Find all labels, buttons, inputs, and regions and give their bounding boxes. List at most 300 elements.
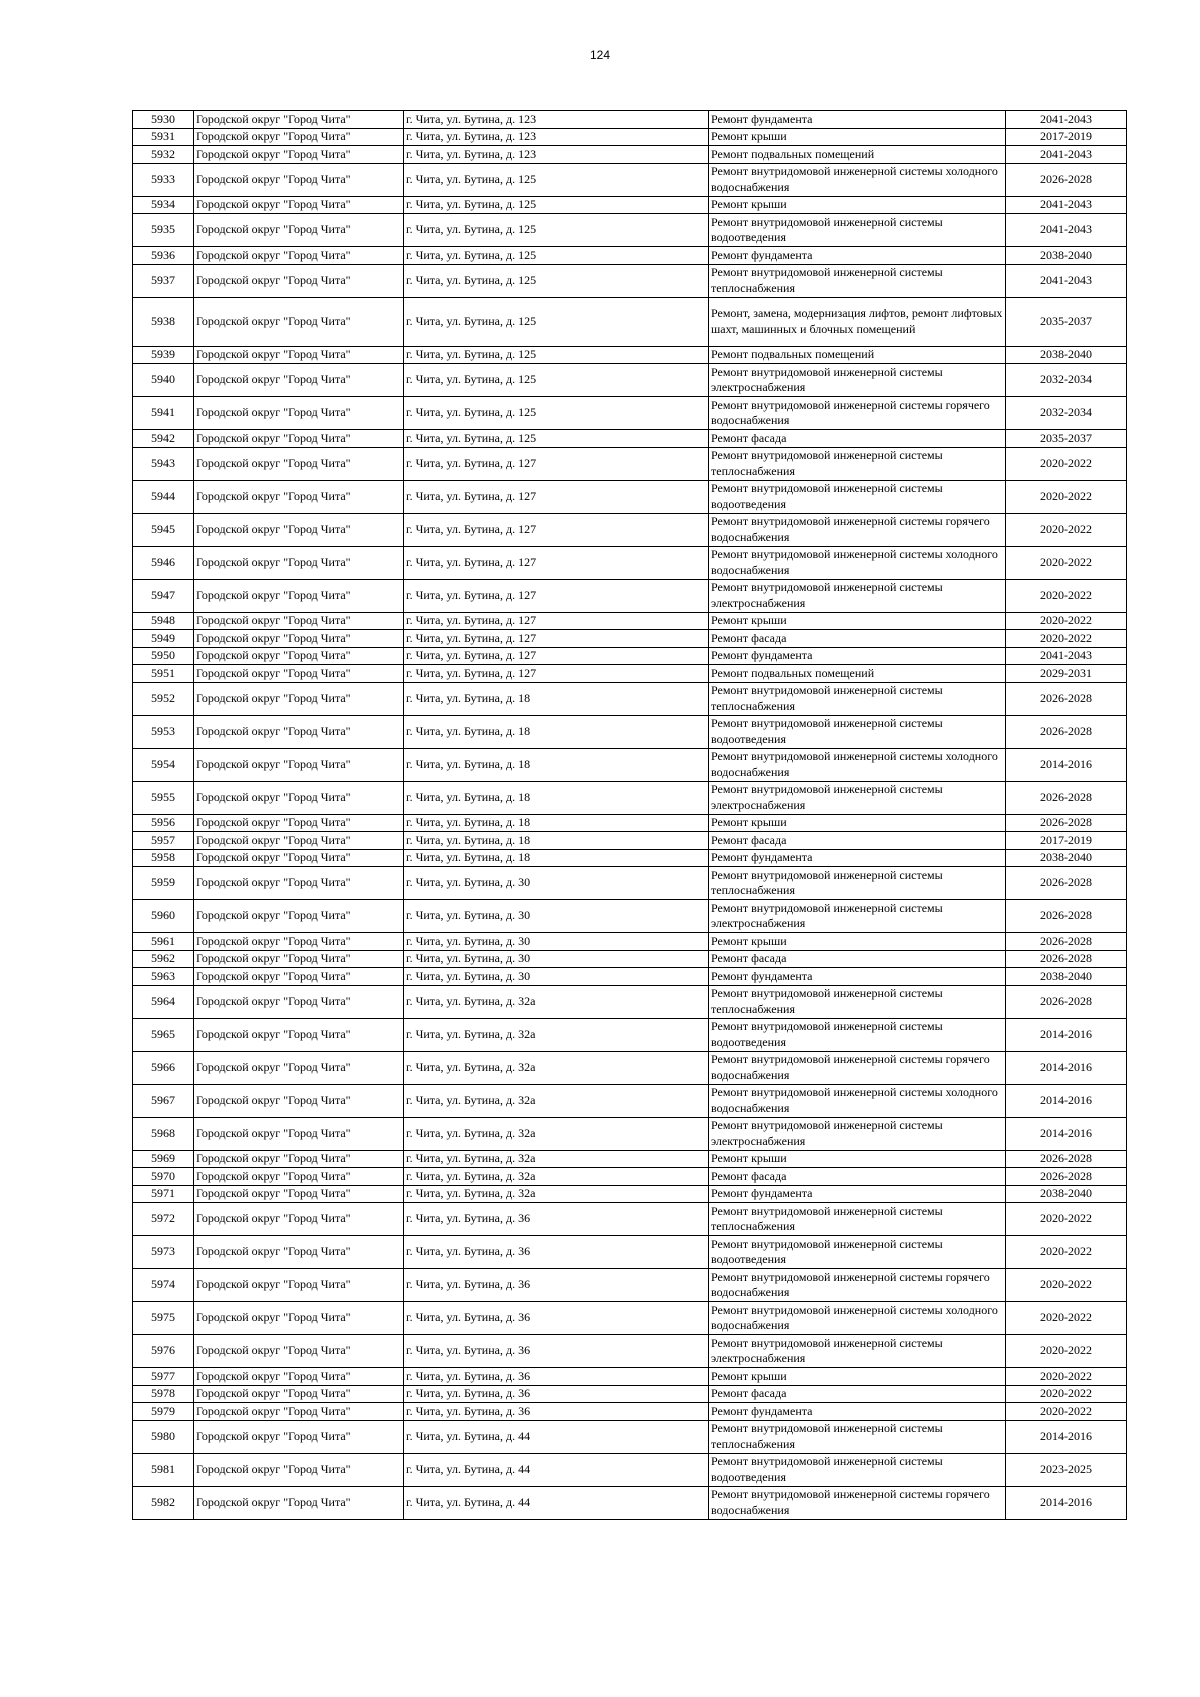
address-cell: г. Чита, ул. Бутина, д. 18 bbox=[404, 682, 709, 715]
table-row bbox=[133, 397, 1127, 430]
work-type-cell: Ремонт внутридомовой инженерной системы холодного водоснабжения bbox=[709, 1084, 1006, 1117]
period-cell: 2038-2040 bbox=[1006, 346, 1127, 364]
row-number-cell: 5964 bbox=[133, 985, 194, 1018]
row-number-cell: 5974 bbox=[133, 1269, 194, 1302]
address-cell: г. Чита, ул. Бутина, д. 125 bbox=[404, 397, 709, 430]
table-row bbox=[133, 163, 1127, 196]
period-cell: 2014-2016 bbox=[1006, 748, 1127, 781]
row-number-cell: 5941 bbox=[133, 397, 194, 430]
row-number-cell: 5955 bbox=[133, 781, 194, 814]
row-number-cell: 5930 bbox=[133, 111, 194, 129]
period-cell: 2026-2028 bbox=[1006, 715, 1127, 748]
work-type-cell: Ремонт фундамента bbox=[709, 968, 1006, 986]
row-number-cell: 5931 bbox=[133, 128, 194, 146]
address-cell: г. Чита, ул. Бутина, д. 30 bbox=[404, 933, 709, 951]
address-cell: г. Чита, ул. Бутина, д. 125 bbox=[404, 346, 709, 364]
municipality-cell: Городской округ "Город Чита" bbox=[194, 968, 404, 986]
table-row bbox=[133, 513, 1127, 546]
table-row bbox=[133, 1185, 1127, 1203]
row-number-cell: 5969 bbox=[133, 1150, 194, 1168]
row-number-cell: 5980 bbox=[133, 1420, 194, 1453]
address-cell: г. Чита, ул. Бутина, д. 32а bbox=[404, 1185, 709, 1203]
municipality-cell: Городской округ "Город Чита" bbox=[194, 1385, 404, 1403]
row-number-cell: 5939 bbox=[133, 346, 194, 364]
table-row bbox=[133, 297, 1127, 346]
period-cell: 2026-2028 bbox=[1006, 163, 1127, 196]
period-cell: 2026-2028 bbox=[1006, 867, 1127, 900]
work-type-cell: Ремонт крыши bbox=[709, 933, 1006, 951]
row-number-cell: 5961 bbox=[133, 933, 194, 951]
row-number-cell: 5979 bbox=[133, 1403, 194, 1421]
table-row bbox=[133, 1302, 1127, 1335]
address-cell: г. Чита, ул. Бутина, д. 125 bbox=[404, 364, 709, 397]
table-row bbox=[133, 111, 1127, 129]
municipality-cell: Городской округ "Город Чита" bbox=[194, 867, 404, 900]
row-number-cell: 5954 bbox=[133, 748, 194, 781]
period-cell: 2026-2028 bbox=[1006, 814, 1127, 832]
address-cell: г. Чита, ул. Бутина, д. 32а bbox=[404, 1168, 709, 1186]
table-row bbox=[133, 781, 1127, 814]
work-type-cell: Ремонт внутридомовой инженерной системы горячего водоснабжения bbox=[709, 1051, 1006, 1084]
address-cell: г. Чита, ул. Бутина, д. 127 bbox=[404, 665, 709, 683]
row-number-cell: 5958 bbox=[133, 849, 194, 867]
address-cell: г. Чита, ул. Бутина, д. 36 bbox=[404, 1368, 709, 1386]
address-cell: г. Чита, ул. Бутина, д. 44 bbox=[404, 1420, 709, 1453]
municipality-cell: Городской округ "Город Чита" bbox=[194, 1084, 404, 1117]
row-number-cell: 5952 bbox=[133, 682, 194, 715]
address-cell: г. Чита, ул. Бутина, д. 36 bbox=[404, 1302, 709, 1335]
work-type-cell: Ремонт фундамента bbox=[709, 247, 1006, 265]
municipality-cell: Городской округ "Город Чита" bbox=[194, 832, 404, 850]
row-number-cell: 5946 bbox=[133, 546, 194, 579]
address-cell: г. Чита, ул. Бутина, д. 18 bbox=[404, 849, 709, 867]
municipality-cell: Городской округ "Город Чита" bbox=[194, 1117, 404, 1150]
row-number-cell: 5953 bbox=[133, 715, 194, 748]
work-type-cell: Ремонт внутридомовой инженерной системы электроснабжения bbox=[709, 1117, 1006, 1150]
work-type-cell: Ремонт фасада bbox=[709, 950, 1006, 968]
table-row bbox=[133, 1486, 1127, 1519]
row-number-cell: 5968 bbox=[133, 1117, 194, 1150]
table-row bbox=[133, 264, 1127, 297]
address-cell: г. Чита, ул. Бутина, д. 18 bbox=[404, 781, 709, 814]
row-number-cell: 5962 bbox=[133, 950, 194, 968]
municipality-cell: Городской округ "Город Чита" bbox=[194, 264, 404, 297]
table-row bbox=[133, 1236, 1127, 1269]
table-row bbox=[133, 933, 1127, 951]
period-cell: 2020-2022 bbox=[1006, 513, 1127, 546]
period-cell: 2020-2022 bbox=[1006, 1335, 1127, 1368]
table-row bbox=[133, 430, 1127, 448]
period-cell: 2020-2022 bbox=[1006, 579, 1127, 612]
address-cell: г. Чита, ул. Бутина, д. 44 bbox=[404, 1453, 709, 1486]
address-cell: г. Чита, ул. Бутина, д. 32а bbox=[404, 985, 709, 1018]
address-cell: г. Чита, ул. Бутина, д. 125 bbox=[404, 264, 709, 297]
municipality-cell: Городской округ "Город Чита" bbox=[194, 579, 404, 612]
period-cell: 2020-2022 bbox=[1006, 1368, 1127, 1386]
period-cell: 2014-2016 bbox=[1006, 1420, 1127, 1453]
row-number-cell: 5945 bbox=[133, 513, 194, 546]
row-number-cell: 5967 bbox=[133, 1084, 194, 1117]
address-cell: г. Чита, ул. Бутина, д. 125 bbox=[404, 196, 709, 214]
work-type-cell: Ремонт внутридомовой инженерной системы электроснабжения bbox=[709, 579, 1006, 612]
period-cell: 2041-2043 bbox=[1006, 146, 1127, 164]
municipality-cell: Городской округ "Город Чита" bbox=[194, 682, 404, 715]
address-cell: г. Чита, ул. Бутина, д. 18 bbox=[404, 748, 709, 781]
address-cell: г. Чита, ул. Бутина, д. 127 bbox=[404, 513, 709, 546]
municipality-cell: Городской округ "Город Чита" bbox=[194, 748, 404, 781]
work-type-cell: Ремонт внутридомовой инженерной системы водоотведения bbox=[709, 1453, 1006, 1486]
municipality-cell: Городской округ "Город Чита" bbox=[194, 900, 404, 933]
period-cell: 2041-2043 bbox=[1006, 111, 1127, 129]
table-row bbox=[133, 968, 1127, 986]
address-cell: г. Чита, ул. Бутина, д. 36 bbox=[404, 1203, 709, 1236]
work-type-cell: Ремонт внутридомовой инженерной системы водоотведения bbox=[709, 715, 1006, 748]
address-cell: г. Чита, ул. Бутина, д. 18 bbox=[404, 715, 709, 748]
work-type-cell: Ремонт фундамента bbox=[709, 1185, 1006, 1203]
work-type-cell: Ремонт крыши bbox=[709, 814, 1006, 832]
municipality-cell: Городской округ "Город Чита" bbox=[194, 480, 404, 513]
address-cell: г. Чита, ул. Бутина, д. 30 bbox=[404, 900, 709, 933]
address-cell: г. Чита, ул. Бутина, д. 127 bbox=[404, 546, 709, 579]
table-row bbox=[133, 1385, 1127, 1403]
period-cell: 2020-2022 bbox=[1006, 1302, 1127, 1335]
municipality-cell: Городской округ "Город Чита" bbox=[194, 1203, 404, 1236]
work-type-cell: Ремонт крыши bbox=[709, 196, 1006, 214]
address-cell: г. Чита, ул. Бутина, д. 125 bbox=[404, 430, 709, 448]
work-type-cell: Ремонт крыши bbox=[709, 1150, 1006, 1168]
work-type-cell: Ремонт внутридомовой инженерной системы электроснабжения bbox=[709, 781, 1006, 814]
address-cell: г. Чита, ул. Бутина, д. 32а bbox=[404, 1084, 709, 1117]
table-row bbox=[133, 146, 1127, 164]
row-number-cell: 5951 bbox=[133, 665, 194, 683]
period-cell: 2032-2034 bbox=[1006, 397, 1127, 430]
period-cell: 2035-2037 bbox=[1006, 297, 1127, 346]
table-row bbox=[133, 682, 1127, 715]
row-number-cell: 5960 bbox=[133, 900, 194, 933]
table-row bbox=[133, 1203, 1127, 1236]
municipality-cell: Городской округ "Город Чита" bbox=[194, 1168, 404, 1186]
row-number-cell: 5973 bbox=[133, 1236, 194, 1269]
address-cell: г. Чита, ул. Бутина, д. 36 bbox=[404, 1385, 709, 1403]
table-row bbox=[133, 196, 1127, 214]
table-row bbox=[133, 128, 1127, 146]
municipality-cell: Городской округ "Город Чита" bbox=[194, 665, 404, 683]
work-type-cell: Ремонт внутридомовой инженерной системы водоотведения bbox=[709, 480, 1006, 513]
work-type-cell: Ремонт фундамента bbox=[709, 111, 1006, 129]
row-number-cell: 5959 bbox=[133, 867, 194, 900]
work-type-cell: Ремонт фундамента bbox=[709, 647, 1006, 665]
row-number-cell: 5972 bbox=[133, 1203, 194, 1236]
address-cell: г. Чита, ул. Бутина, д. 32а bbox=[404, 1150, 709, 1168]
row-number-cell: 5978 bbox=[133, 1385, 194, 1403]
period-cell: 2020-2022 bbox=[1006, 612, 1127, 630]
period-cell: 2038-2040 bbox=[1006, 968, 1127, 986]
address-cell: г. Чита, ул. Бутина, д. 30 bbox=[404, 867, 709, 900]
work-type-cell: Ремонт внутридомовой инженерной системы холодного водоснабжения bbox=[709, 1302, 1006, 1335]
period-cell: 2026-2028 bbox=[1006, 900, 1127, 933]
period-cell: 2020-2022 bbox=[1006, 447, 1127, 480]
table-row bbox=[133, 1117, 1127, 1150]
address-cell: г. Чита, ул. Бутина, д. 44 bbox=[404, 1486, 709, 1519]
address-cell: г. Чита, ул. Бутина, д. 36 bbox=[404, 1335, 709, 1368]
period-cell: 2026-2028 bbox=[1006, 985, 1127, 1018]
address-cell: г. Чита, ул. Бутина, д. 36 bbox=[404, 1269, 709, 1302]
period-cell: 2026-2028 bbox=[1006, 950, 1127, 968]
table-body bbox=[133, 111, 1127, 1520]
period-cell: 2032-2034 bbox=[1006, 364, 1127, 397]
work-type-cell: Ремонт подвальных помещений bbox=[709, 665, 1006, 683]
address-cell: г. Чита, ул. Бутина, д. 123 bbox=[404, 111, 709, 129]
address-cell: г. Чита, ул. Бутина, д. 32а bbox=[404, 1018, 709, 1051]
address-cell: г. Чита, ул. Бутина, д. 125 bbox=[404, 297, 709, 346]
period-cell: 2014-2016 bbox=[1006, 1084, 1127, 1117]
period-cell: 2014-2016 bbox=[1006, 1117, 1127, 1150]
municipality-cell: Городской округ "Город Чита" bbox=[194, 1486, 404, 1519]
period-cell: 2014-2016 bbox=[1006, 1051, 1127, 1084]
municipality-cell: Городской округ "Город Чита" bbox=[194, 1051, 404, 1084]
table-row bbox=[133, 1150, 1127, 1168]
work-type-cell: Ремонт внутридомовой инженерной системы теплоснабжения bbox=[709, 867, 1006, 900]
municipality-cell: Городской округ "Город Чита" bbox=[194, 612, 404, 630]
table-row bbox=[133, 1420, 1127, 1453]
municipality-cell: Городской округ "Город Чита" bbox=[194, 214, 404, 247]
municipality-cell: Городской округ "Город Чита" bbox=[194, 1368, 404, 1386]
row-number-cell: 5937 bbox=[133, 264, 194, 297]
municipality-cell: Городской округ "Город Чита" bbox=[194, 849, 404, 867]
work-type-cell: Ремонт фасада bbox=[709, 832, 1006, 850]
address-cell: г. Чита, ул. Бутина, д. 36 bbox=[404, 1236, 709, 1269]
table-row bbox=[133, 715, 1127, 748]
address-cell: г. Чита, ул. Бутина, д. 18 bbox=[404, 832, 709, 850]
work-type-cell: Ремонт внутридомовой инженерной системы электроснабжения bbox=[709, 364, 1006, 397]
row-number-cell: 5947 bbox=[133, 579, 194, 612]
work-type-cell: Ремонт внутридомовой инженерной системы электроснабжения bbox=[709, 900, 1006, 933]
municipality-cell: Городской округ "Город Чита" bbox=[194, 430, 404, 448]
period-cell: 2020-2022 bbox=[1006, 1385, 1127, 1403]
row-number-cell: 5963 bbox=[133, 968, 194, 986]
row-number-cell: 5949 bbox=[133, 630, 194, 648]
table-row bbox=[133, 1269, 1127, 1302]
work-type-cell: Ремонт фундамента bbox=[709, 849, 1006, 867]
municipality-cell: Городской округ "Город Чита" bbox=[194, 1150, 404, 1168]
period-cell: 2020-2022 bbox=[1006, 1203, 1127, 1236]
work-type-cell: Ремонт внутридомовой инженерной системы холодного водоснабжения bbox=[709, 546, 1006, 579]
work-type-cell: Ремонт внутридомовой инженерной системы холодного водоснабжения bbox=[709, 163, 1006, 196]
work-type-cell: Ремонт подвальных помещений bbox=[709, 146, 1006, 164]
municipality-cell: Городской округ "Город Чита" bbox=[194, 1236, 404, 1269]
municipality-cell: Городской округ "Город Чита" bbox=[194, 247, 404, 265]
table-row bbox=[133, 1018, 1127, 1051]
work-type-cell: Ремонт внутридомовой инженерной системы теплоснабжения bbox=[709, 682, 1006, 715]
period-cell: 2020-2022 bbox=[1006, 1269, 1127, 1302]
period-cell: 2023-2025 bbox=[1006, 1453, 1127, 1486]
address-cell: г. Чита, ул. Бутина, д. 125 bbox=[404, 214, 709, 247]
row-number-cell: 5932 bbox=[133, 146, 194, 164]
municipality-cell: Городской округ "Город Чита" bbox=[194, 128, 404, 146]
table-row bbox=[133, 647, 1127, 665]
row-number-cell: 5981 bbox=[133, 1453, 194, 1486]
row-number-cell: 5944 bbox=[133, 480, 194, 513]
row-number-cell: 5942 bbox=[133, 430, 194, 448]
period-cell: 2026-2028 bbox=[1006, 933, 1127, 951]
period-cell: 2017-2019 bbox=[1006, 832, 1127, 850]
table-row bbox=[133, 950, 1127, 968]
row-number-cell: 5982 bbox=[133, 1486, 194, 1519]
work-type-cell: Ремонт внутридомовой инженерной системы водоотведения bbox=[709, 1018, 1006, 1051]
row-number-cell: 5935 bbox=[133, 214, 194, 247]
municipality-cell: Городской округ "Город Чита" bbox=[194, 111, 404, 129]
table-row bbox=[133, 214, 1127, 247]
address-cell: г. Чита, ул. Бутина, д. 127 bbox=[404, 630, 709, 648]
table-row bbox=[133, 985, 1127, 1018]
municipality-cell: Городской округ "Город Чита" bbox=[194, 814, 404, 832]
work-type-cell: Ремонт фасада bbox=[709, 1168, 1006, 1186]
municipality-cell: Городской округ "Город Чита" bbox=[194, 933, 404, 951]
address-cell: г. Чита, ул. Бутина, д. 127 bbox=[404, 447, 709, 480]
municipality-cell: Городской округ "Город Чита" bbox=[194, 196, 404, 214]
work-type-cell: Ремонт внутридомовой инженерной системы теплоснабжения bbox=[709, 1420, 1006, 1453]
address-cell: г. Чита, ул. Бутина, д. 127 bbox=[404, 612, 709, 630]
address-cell: г. Чита, ул. Бутина, д. 127 bbox=[404, 647, 709, 665]
period-cell: 2038-2040 bbox=[1006, 1185, 1127, 1203]
period-cell: 2026-2028 bbox=[1006, 682, 1127, 715]
municipality-cell: Городской округ "Город Чита" bbox=[194, 950, 404, 968]
period-cell: 2041-2043 bbox=[1006, 264, 1127, 297]
municipality-cell: Городской округ "Город Чита" bbox=[194, 1302, 404, 1335]
repair-schedule-table bbox=[132, 110, 1127, 1520]
period-cell: 2020-2022 bbox=[1006, 1236, 1127, 1269]
period-cell: 2038-2040 bbox=[1006, 849, 1127, 867]
row-number-cell: 5938 bbox=[133, 297, 194, 346]
work-type-cell: Ремонт внутридомовой инженерной системы теплоснабжения bbox=[709, 985, 1006, 1018]
table-row bbox=[133, 849, 1127, 867]
table-row bbox=[133, 1453, 1127, 1486]
table-row bbox=[133, 579, 1127, 612]
table-row bbox=[133, 447, 1127, 480]
row-number-cell: 5956 bbox=[133, 814, 194, 832]
period-cell: 2041-2043 bbox=[1006, 647, 1127, 665]
row-number-cell: 5971 bbox=[133, 1185, 194, 1203]
row-number-cell: 5950 bbox=[133, 647, 194, 665]
row-number-cell: 5948 bbox=[133, 612, 194, 630]
municipality-cell: Городской округ "Город Чита" bbox=[194, 546, 404, 579]
municipality-cell: Городской округ "Город Чита" bbox=[194, 715, 404, 748]
work-type-cell: Ремонт, замена, модернизация лифтов, ремонт лифтовых шахт, машинных и блочных помещений bbox=[709, 297, 1006, 346]
table-row bbox=[133, 346, 1127, 364]
table-row bbox=[133, 247, 1127, 265]
period-cell: 2038-2040 bbox=[1006, 247, 1127, 265]
table-row bbox=[133, 1051, 1127, 1084]
row-number-cell: 5966 bbox=[133, 1051, 194, 1084]
row-number-cell: 5975 bbox=[133, 1302, 194, 1335]
table-row bbox=[133, 1084, 1127, 1117]
period-cell: 2020-2022 bbox=[1006, 480, 1127, 513]
period-cell: 2017-2019 bbox=[1006, 128, 1127, 146]
work-type-cell: Ремонт внутридомовой инженерной системы горячего водоснабжения bbox=[709, 1486, 1006, 1519]
address-cell: г. Чита, ул. Бутина, д. 123 bbox=[404, 128, 709, 146]
table-row bbox=[133, 630, 1127, 648]
work-type-cell: Ремонт внутридомовой инженерной системы горячего водоснабжения bbox=[709, 1269, 1006, 1302]
work-type-cell: Ремонт крыши bbox=[709, 128, 1006, 146]
row-number-cell: 5940 bbox=[133, 364, 194, 397]
table-row bbox=[133, 612, 1127, 630]
row-number-cell: 5936 bbox=[133, 247, 194, 265]
municipality-cell: Городской округ "Город Чита" bbox=[194, 1403, 404, 1421]
work-type-cell: Ремонт внутридомовой инженерной системы теплоснабжения bbox=[709, 447, 1006, 480]
table-row bbox=[133, 900, 1127, 933]
municipality-cell: Городской округ "Город Чита" bbox=[194, 985, 404, 1018]
municipality-cell: Городской округ "Город Чита" bbox=[194, 346, 404, 364]
period-cell: 2035-2037 bbox=[1006, 430, 1127, 448]
table-row bbox=[133, 1368, 1127, 1386]
municipality-cell: Городской округ "Город Чита" bbox=[194, 146, 404, 164]
table-row bbox=[133, 1168, 1127, 1186]
work-type-cell: Ремонт внутридомовой инженерной системы горячего водоснабжения bbox=[709, 397, 1006, 430]
table-row bbox=[133, 867, 1127, 900]
table-row bbox=[133, 814, 1127, 832]
period-cell: 2014-2016 bbox=[1006, 1486, 1127, 1519]
table-row bbox=[133, 832, 1127, 850]
table-row bbox=[133, 1403, 1127, 1421]
period-cell: 2020-2022 bbox=[1006, 1403, 1127, 1421]
municipality-cell: Городской округ "Город Чита" bbox=[194, 513, 404, 546]
municipality-cell: Городской округ "Город Чита" bbox=[194, 1453, 404, 1486]
address-cell: г. Чита, ул. Бутина, д. 127 bbox=[404, 579, 709, 612]
municipality-cell: Городской округ "Город Чита" bbox=[194, 1269, 404, 1302]
work-type-cell: Ремонт подвальных помещений bbox=[709, 346, 1006, 364]
municipality-cell: Городской округ "Город Чита" bbox=[194, 163, 404, 196]
work-type-cell: Ремонт внутридомовой инженерной системы теплоснабжения bbox=[709, 264, 1006, 297]
address-cell: г. Чита, ул. Бутина, д. 30 bbox=[404, 968, 709, 986]
row-number-cell: 5977 bbox=[133, 1368, 194, 1386]
period-cell: 2020-2022 bbox=[1006, 630, 1127, 648]
address-cell: г. Чита, ул. Бутина, д. 32а bbox=[404, 1117, 709, 1150]
work-type-cell: Ремонт внутридомовой инженерной системы водоотведения bbox=[709, 1236, 1006, 1269]
address-cell: г. Чита, ул. Бутина, д. 125 bbox=[404, 247, 709, 265]
work-type-cell: Ремонт фундамента bbox=[709, 1403, 1006, 1421]
period-cell: 2041-2043 bbox=[1006, 196, 1127, 214]
municipality-cell: Городской округ "Город Чита" bbox=[194, 447, 404, 480]
row-number-cell: 5976 bbox=[133, 1335, 194, 1368]
work-type-cell: Ремонт внутридомовой инженерной системы электроснабжения bbox=[709, 1335, 1006, 1368]
table-row bbox=[133, 546, 1127, 579]
row-number-cell: 5933 bbox=[133, 163, 194, 196]
municipality-cell: Городской округ "Город Чита" bbox=[194, 1018, 404, 1051]
municipality-cell: Городской округ "Город Чита" bbox=[194, 1335, 404, 1368]
address-cell: г. Чита, ул. Бутина, д. 127 bbox=[404, 480, 709, 513]
period-cell: 2026-2028 bbox=[1006, 781, 1127, 814]
table-row bbox=[133, 665, 1127, 683]
row-number-cell: 5957 bbox=[133, 832, 194, 850]
row-number-cell: 5965 bbox=[133, 1018, 194, 1051]
address-cell: г. Чита, ул. Бутина, д. 18 bbox=[404, 814, 709, 832]
period-cell: 2014-2016 bbox=[1006, 1018, 1127, 1051]
municipality-cell: Городской округ "Город Чита" bbox=[194, 647, 404, 665]
municipality-cell: Городской округ "Город Чита" bbox=[194, 1185, 404, 1203]
row-number-cell: 5943 bbox=[133, 447, 194, 480]
page-number: 124 bbox=[589, 48, 611, 62]
address-cell: г. Чита, ул. Бутина, д. 32а bbox=[404, 1051, 709, 1084]
period-cell: 2041-2043 bbox=[1006, 214, 1127, 247]
period-cell: 2026-2028 bbox=[1006, 1150, 1127, 1168]
municipality-cell: Городской округ "Город Чита" bbox=[194, 297, 404, 346]
table-row bbox=[133, 1335, 1127, 1368]
work-type-cell: Ремонт фасада bbox=[709, 630, 1006, 648]
work-type-cell: Ремонт внутридомовой инженерной системы водоотведения bbox=[709, 214, 1006, 247]
address-cell: г. Чита, ул. Бутина, д. 36 bbox=[404, 1403, 709, 1421]
municipality-cell: Городской округ "Город Чита" bbox=[194, 1420, 404, 1453]
table-row bbox=[133, 364, 1127, 397]
